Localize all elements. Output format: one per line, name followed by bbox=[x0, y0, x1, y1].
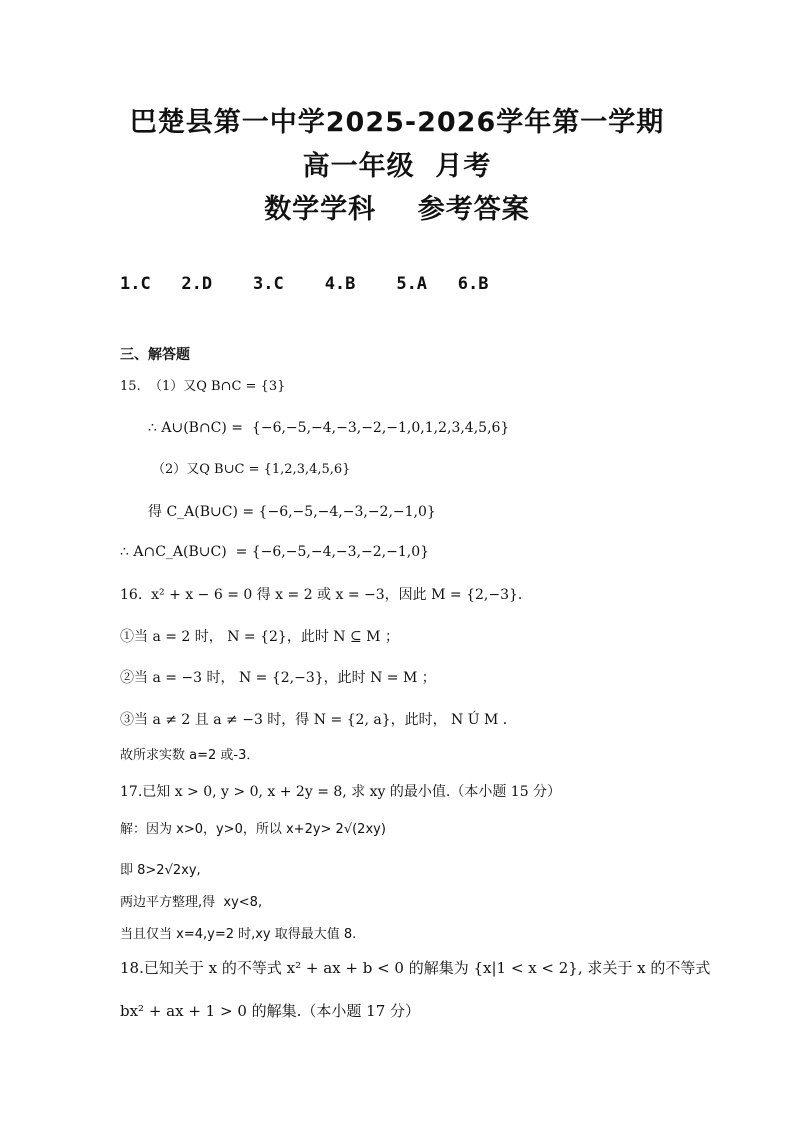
q15-line-3: （2）又Q B∪C = {1,2,3,4,5,6} bbox=[152, 462, 351, 477]
q15-line-2: ∴ A∪(B∩C) = {−6,−5,−4,−3,−2,−1,0,1,2,3,4,5,6} bbox=[148, 420, 510, 436]
q15-line-4: 得 C_A(B∪C) = {−6,−5,−4,−3,−2,−1,0} bbox=[148, 504, 436, 520]
document-title-school: 巴楚县第一中学2025-2026学年第一学期 bbox=[129, 107, 665, 138]
q16-line-5: 故所求实数 a=2 或-3． bbox=[120, 748, 260, 763]
q17-line-4: 两边平方整理,得 xy<8, bbox=[120, 895, 263, 910]
q18-line-2: bx² + ax + 1 > 0 的解集.（本小题 17 分） bbox=[120, 1002, 421, 1020]
q16-line-2: ①当 a = 2 时， N = {2}，此时 N ⊆ M ； bbox=[120, 629, 399, 645]
q16-line-3: ②当 a = −3 时， N = {2,−3}，此时 N = M ； bbox=[120, 670, 436, 686]
document-title-subject: 数学学科 参考答案 bbox=[264, 194, 530, 225]
q17-line-5: 当且仅当 x=4,y=2 时,xy 取得最大值 8. bbox=[120, 927, 357, 942]
q17-line-3: 即 8>2√2xy, bbox=[120, 863, 201, 878]
section-heading: 三、解答题 bbox=[120, 347, 190, 363]
document-title-grade: 高一年级 月考 bbox=[302, 151, 492, 182]
q17-line-2: 解：因为 x>0，y>0，所以 x+2y> 2√(2xy) bbox=[120, 822, 386, 837]
q18-line-1: 18.已知关于 x 的不等式 x² + ax + b < 0 的解集为 {x|1 < x < 2}, 求关于 x 的不等式 bbox=[120, 959, 711, 977]
multiple-choice-answers: 1.C 2.D 3.C 4.B 5.A 6.B bbox=[120, 274, 489, 294]
q16-line-4: ③当 a ≠ 2 且 a ≠ −3 时，得 N = {2, a}，此时， N Ú M ． bbox=[120, 712, 517, 728]
q15-line-1: 15. （1）又Q B∩C = {3} bbox=[120, 379, 286, 394]
q17-line-1: 17.已知 x > 0, y > 0, x + 2y = 8, 求 xy 的最小值.（本小题 15 分） bbox=[120, 784, 562, 800]
q16-line-1: 16. x² + x − 6 = 0 得 x = 2 或 x = −3，因此 M = {2,−3}． bbox=[120, 587, 532, 603]
q15-line-5: ∴ A∩C_A(B∪C) = {−6,−5,−4,−3,−2,−1,0} bbox=[120, 544, 430, 560]
